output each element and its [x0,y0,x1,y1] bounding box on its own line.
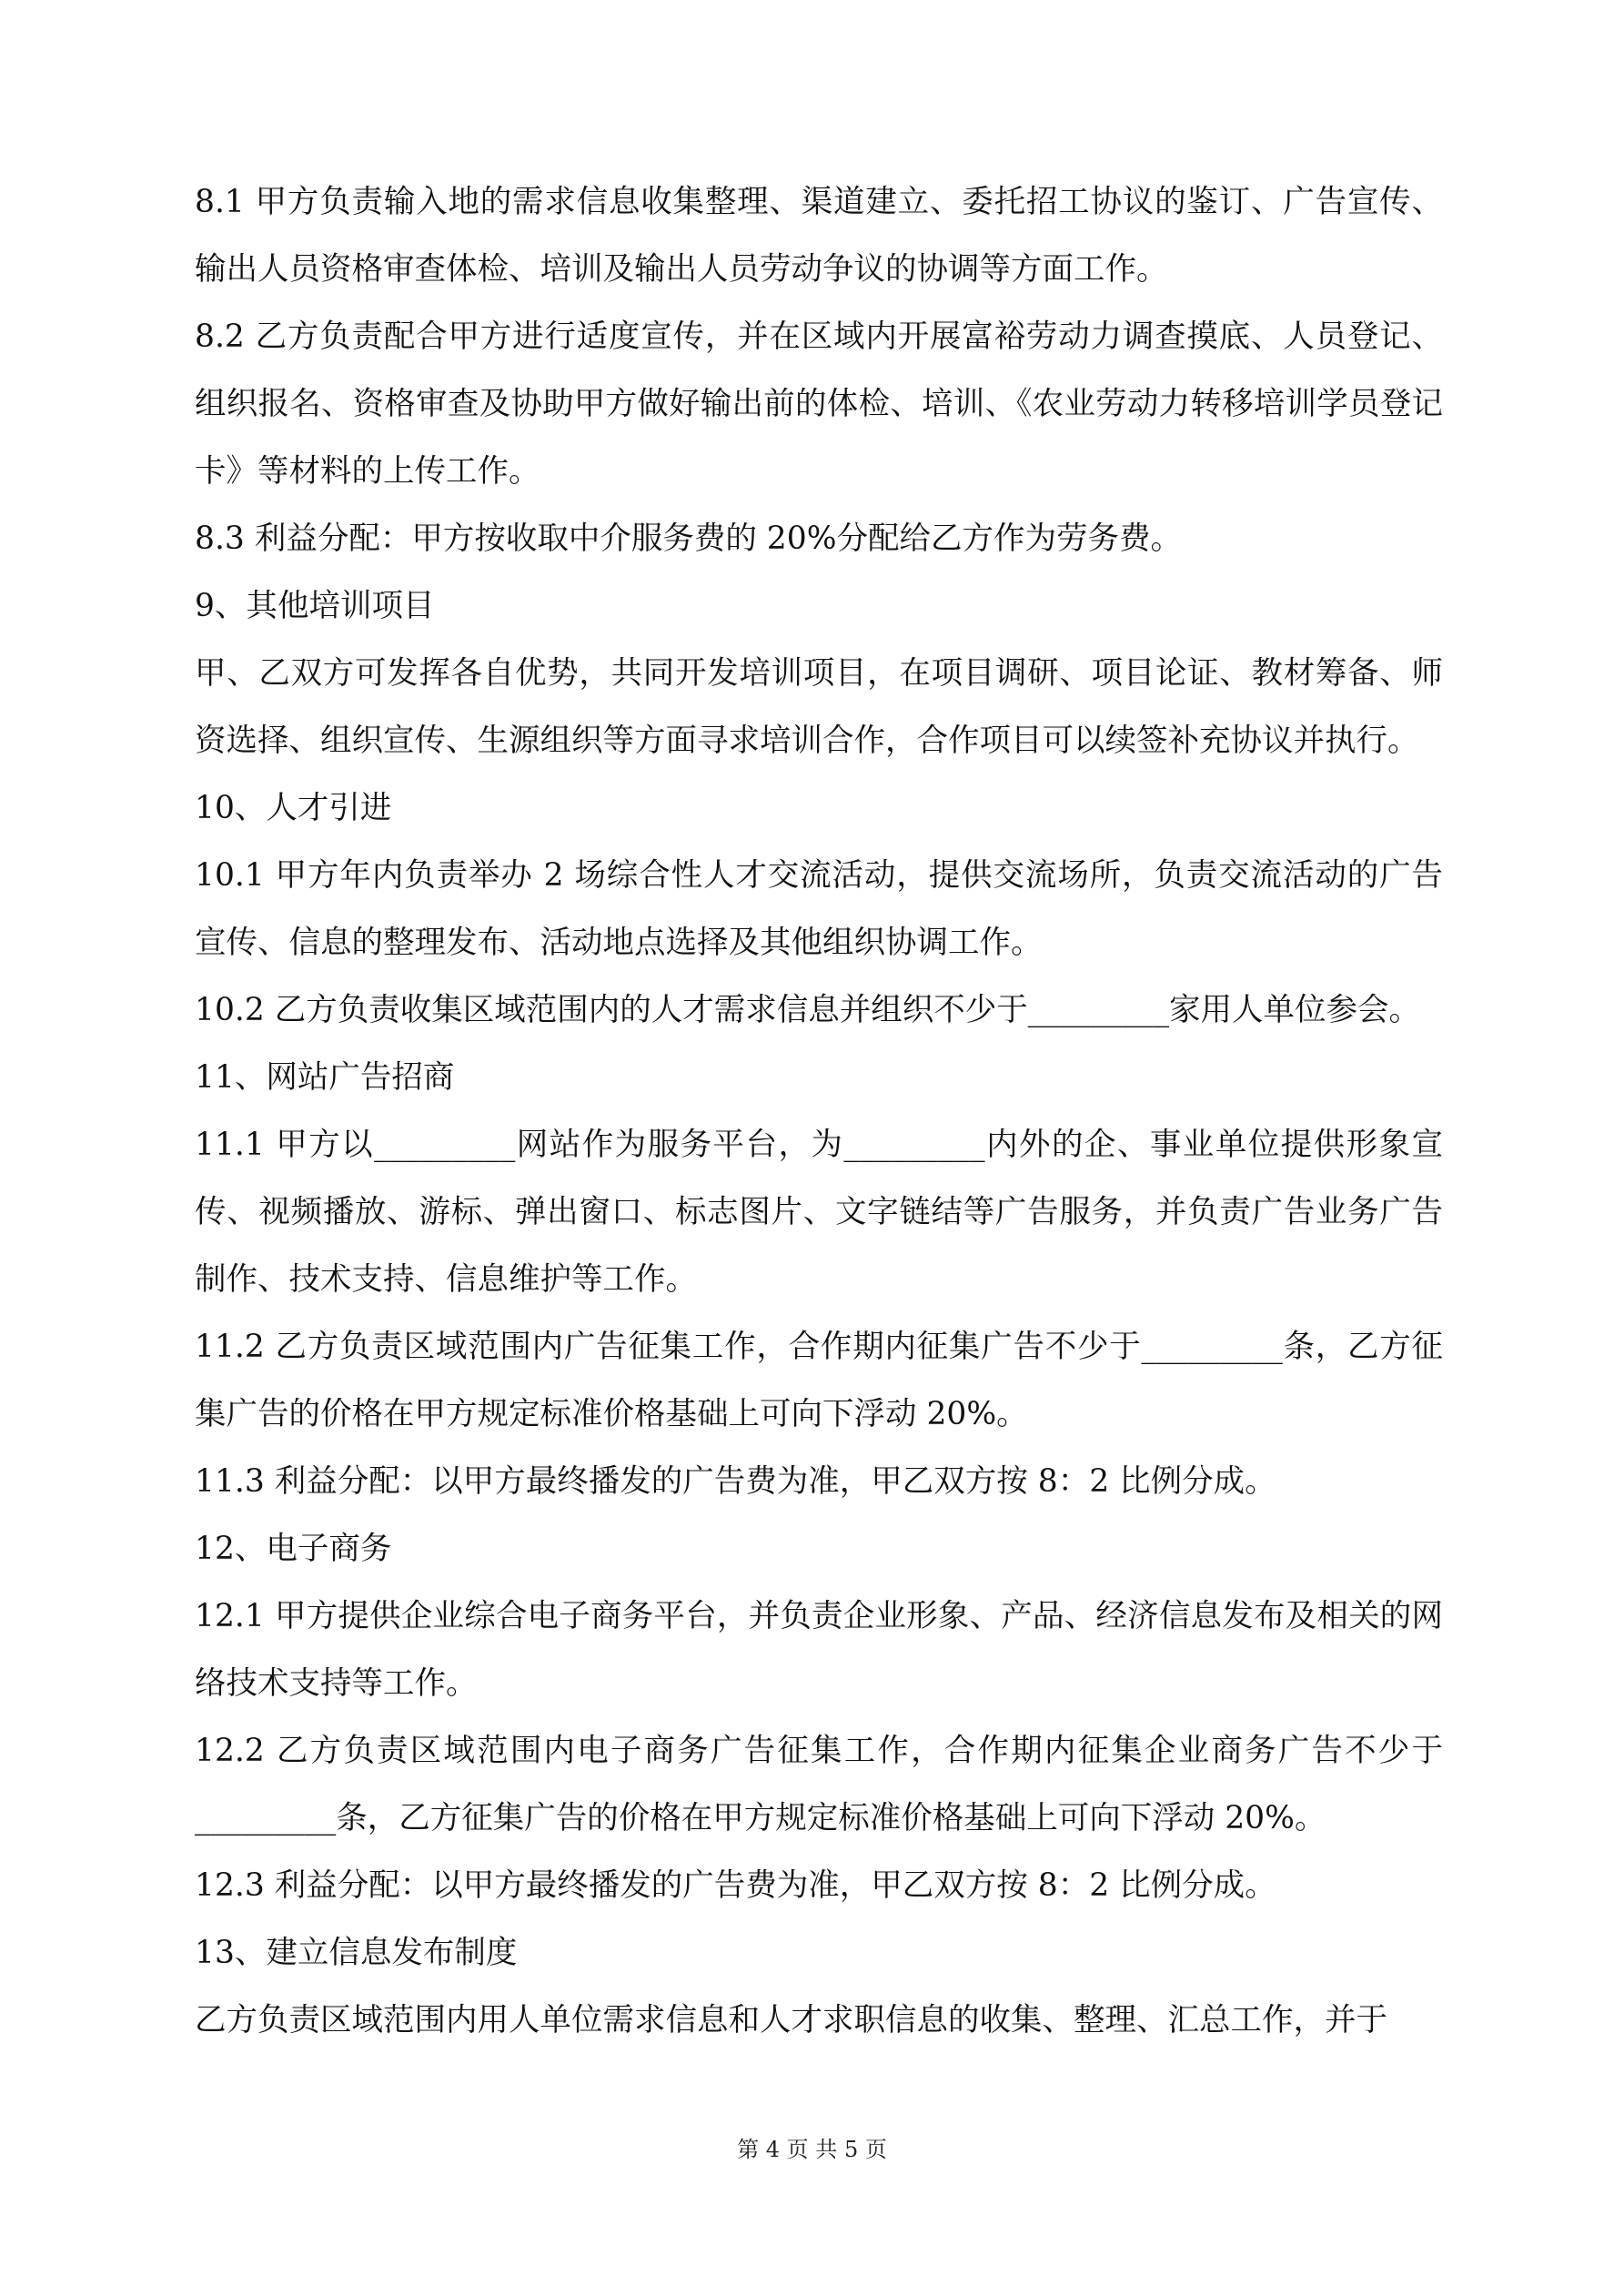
paragraph-10-1: 10.1 甲方年内负责举办 2 场综合性人才交流活动，提供交流场所，负责交流活动的广告宣传、信息的整理发布、活动地点选择及其他组织协调工作。 [195,857,1443,961]
paragraph-10-2: 10.2 乙方负责收集区域范围内的人才需求信息并组织不少于_________家用人单位参会。 [195,992,1421,1028]
document-body [195,168,1443,2054]
paragraph-8-2: 8.2 乙方负责配合甲方进行适度宣传，并在区域内开展富裕劳动力调查摸底、人员登记、组织报名、资格审查及协助甲方做好输出前的体检、培训、《农业劳动力转移培训学员登记卡》等材料的上传工作。 [195,319,1443,490]
paragraph-8-3: 8.3 利益分配：甲方按收取中介服务费的 20%分配给乙方作为劳务费。 [195,521,1182,557]
heading-12: 12、电子商务 [195,1531,392,1567]
paragraph-12-3: 12.3 利益分配：以甲方最终播发的广告费为准，甲乙双方按 8：2 比例分成。 [195,1867,1276,1904]
heading-10: 10、人才引进 [195,790,392,826]
paragraph-13-body: 乙方负责区域范围内用人单位需求信息和人才求职信息的收集、整理、汇总工作，并于 [195,2002,1387,2038]
paragraph-8-1: 8.1 甲方负责输入地的需求信息收集整理、渠道建立、委托招工协议的鉴订、广告宣传、输出人员资格审查体检、培训及输出人员劳动争议的协调等方面工作。 [195,184,1443,288]
heading-9: 9、其他培训项目 [195,588,435,624]
paragraph-11-2: 11.2 乙方负责区域范围内广告征集工作，合作期内征集广告不少于_________条，乙方征集广告的价格在甲方规定标准价格基础上可向下浮动 20%。 [195,1329,1443,1432]
paragraph-11-1: 11.1 甲方以_________网站作为服务平台，为_________内外的企、事业单位提供形象宣传、视频播放、游标、弹出窗口、标志图片、文字链结等广告服务，并负责广告业务广告制作、技术支持、信息维护等工作。 [195,1127,1443,1298]
paragraph-9-body: 甲、乙双方可发挥各自优势，共同开发培训项目，在项目调研、项目论证、教材筹备、师资选择、组织宣传、生源组织等方面寻求培训合作，合作项目可以续签补充协议并执行。 [195,655,1443,759]
paragraph-12-1: 12.1 甲方提供企业综合电子商务平台，并负责企业形象、产品、经济信息发布及相关的网络技术支持等工作。 [195,1598,1443,1702]
paragraph-11-3: 11.3 利益分配：以甲方最终播发的广告费为准，甲乙双方按 8：2 比例分成。 [195,1463,1276,1500]
paragraph-12-2: 12.2 乙方负责区域范围内电子商务广告征集工作，合作期内征集企业商务广告不少于_________条，乙方征集广告的价格在甲方规定标准价格基础上可向下浮动 20%。 [195,1733,1443,1836]
heading-13: 13、建立信息发布制度 [195,1935,518,1971]
page-footer: 第 4 页 共 5 页 [737,2137,887,2162]
heading-11: 11、网站广告招商 [195,1059,455,1096]
